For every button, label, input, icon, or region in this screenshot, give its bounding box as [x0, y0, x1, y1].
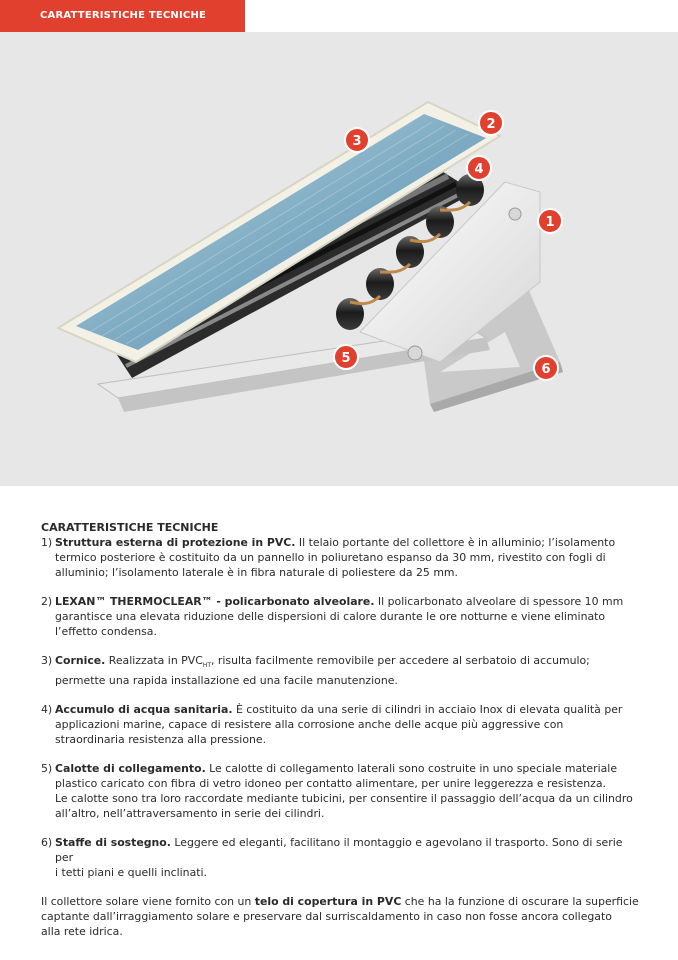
badge-1-label: 1 [545, 215, 555, 230]
spec-heading: Struttura esterna di protezione in PVC. [55, 536, 296, 549]
spec-heading: Staffe di sostegno. [55, 836, 171, 850]
badge-3 [345, 128, 369, 152]
badge-6-label: 6 [541, 362, 551, 377]
closing-text: Il collettore solare viene fornito con un [41, 895, 255, 909]
spec-line: alluminio; l’isolamento laterale è in fibra naturale di poliestere da 25 mm. [55, 566, 458, 579]
spec-line: Il telaio portante del collettore è in alluminio; l’isolamento [295, 536, 616, 549]
spec-line: Leggere ed eleganti, facilitano il montaggio e agevolano il trasporto. Sono di serie per [55, 836, 623, 865]
badge-4 [467, 156, 491, 180]
spec-heading: Calotte di collegamento. [55, 762, 206, 776]
spec-number: 2) [41, 595, 53, 608]
product-illustration [0, 32, 678, 486]
spec-line: l’effetto condensa. [55, 625, 157, 638]
spec-line: plastico caricato con fibra di vetro idoneo per contatto alimentare, per unire leggerezza e resistenza. [55, 777, 607, 791]
closing-paragraph [41, 894, 641, 939]
spec-line: Le calotte di collegamento laterali sono costruite in uno speciale materiale [205, 762, 618, 776]
spec-item-6 [41, 835, 641, 880]
closing-text: captante dall’irraggiamento solare e preservare dal surriscaldamento in caso non fosse ancora collegato [41, 910, 612, 924]
spec-heading: Cornice. [55, 654, 106, 667]
spec-number: 1) [41, 536, 53, 549]
spec-line: È costituito da una serie di cilindri in acciaio Inox di elevata qualità per [232, 703, 623, 717]
header-tab: CARATTERISTICHE TECNICHE [0, 0, 245, 32]
spec-number: 6) [41, 836, 53, 850]
spec-item-3 [41, 653, 641, 688]
spec-heading: Accumulo di acqua sanitaria. [55, 703, 233, 717]
badge-2-label: 2 [486, 117, 496, 132]
spec-number: 4) [41, 703, 53, 717]
subscript: HT [202, 662, 211, 670]
spec-item-1 [41, 535, 641, 580]
badge-3-label: 3 [352, 134, 362, 149]
spec-line: i tetti piani e quelli inclinati. [55, 866, 208, 880]
spec-line: Realizzata in PVC [105, 654, 203, 667]
badge-1 [538, 209, 562, 233]
spec-line: permette una rapida installazione ed una facile manutenzione. [55, 674, 398, 688]
spec-line: termico posteriore è costituito da un pannello in poliuretano espanso da 30 mm, rivestito con fogli di [55, 551, 606, 564]
badge-4-label: 4 [474, 162, 484, 177]
solar-collector-diagram [0, 32, 678, 486]
spec-line: , risulta facilmente removibile per accedere al serbatoio di accumulo; [211, 654, 590, 667]
spec-line: all’altro, nell’attraversamento in serie dei cilindri. [55, 807, 325, 821]
spec-line: garantisce una elevata riduzione delle dispersioni di calore durante le ore notturne e viene eliminato [55, 610, 606, 623]
closing-bold: telo di copertura in PVC [254, 895, 402, 909]
spec-item-5 [41, 761, 641, 821]
specs-title: CARATTERISTICHE TECNICHE [41, 521, 219, 534]
badge-5-label: 5 [341, 351, 351, 366]
spec-heading: LEXAN™ THERMOCLEAR™ - policarbonato alveolare. [55, 595, 375, 608]
spec-line: Il policarbonato alveolare di spessore 10 mm [374, 595, 624, 608]
badge-5 [334, 345, 358, 369]
closing-text: che ha la funzione di oscurare la superficie [401, 895, 639, 909]
spec-number: 3) [41, 654, 53, 667]
spec-number: 5) [41, 762, 53, 776]
specs-section [41, 520, 641, 939]
spec-line: straordinaria resistenza alla pressione. [55, 733, 267, 747]
spec-item-2 [41, 594, 641, 639]
badge-2 [479, 111, 503, 135]
spec-line: applicazioni marine, capace di resistere alla corrosione anche delle acque più aggressive con [55, 718, 564, 732]
closing-text: alla rete idrica. [41, 925, 123, 939]
spec-line: Le calotte sono tra loro raccordate mediante tubicini, per consentire il passaggio dell’acqua da un cilindro [55, 792, 633, 806]
spec-item-4 [41, 702, 641, 747]
badge-6 [534, 356, 558, 380]
